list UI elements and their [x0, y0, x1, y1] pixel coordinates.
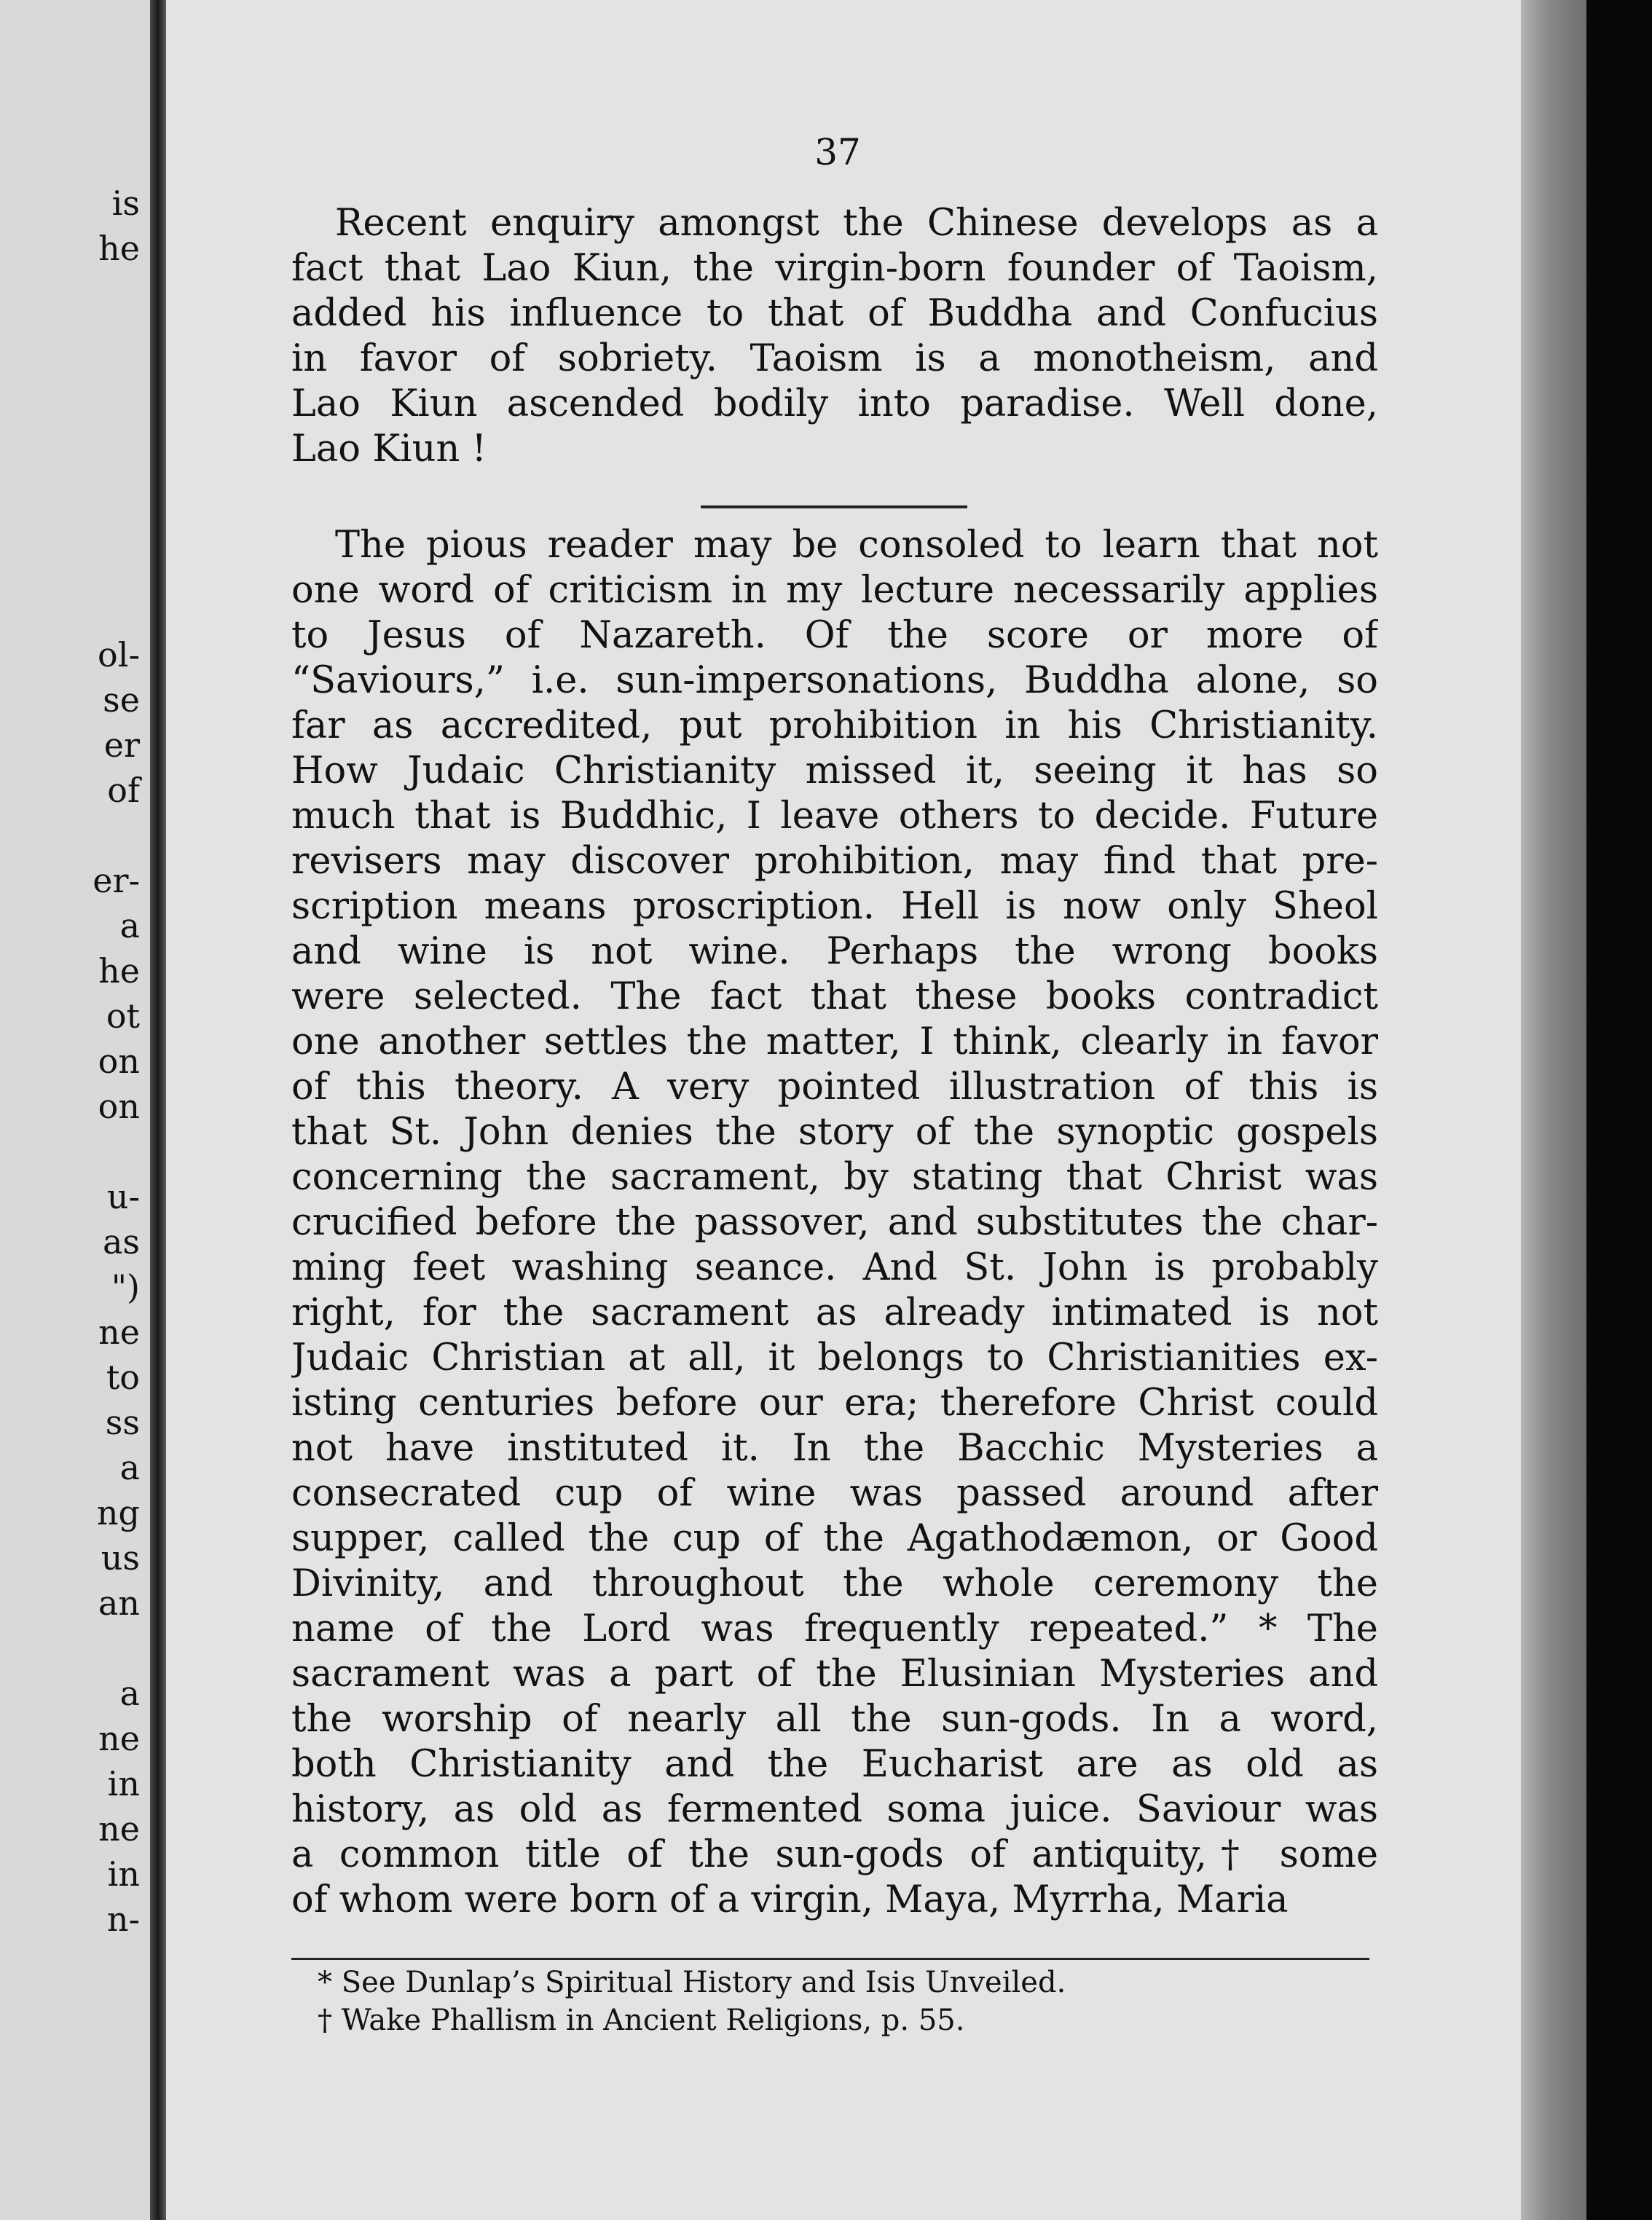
paragraph1-line: Recent enquiry amongst the Chinese develops as a — [335, 202, 1378, 245]
paragraph2-line: one word of criticism in my lecture necessarily applies — [291, 569, 1378, 612]
paragraph2-line: sacrament was a part of the Elusinian Mysteries and — [291, 1653, 1378, 1696]
paragraph2-line: right, for the sacrament as already intimated is not — [291, 1291, 1378, 1334]
paragraph2-line: Judaic Christian at all, it belongs to Christianities ex- — [291, 1337, 1378, 1379]
left-page-fragment: er — [103, 725, 140, 765]
left-facing-page — [0, 0, 150, 2220]
paragraph1-line: added his influence to that of Buddha and Confucius — [291, 292, 1378, 335]
paragraph2-line: revisers may discover prohibition, may find that pre- — [291, 840, 1378, 883]
paragraph2-line: one another settles the matter, I think, clearly in favor — [291, 1020, 1378, 1063]
left-page-fragment: ne — [98, 1719, 140, 1758]
background-edge — [1586, 0, 1652, 2220]
left-page-fragment: on — [98, 1042, 140, 1081]
paragraph2-line: and wine is not wine. Perhaps the wrong books — [291, 930, 1378, 973]
left-page-fragment: ot — [106, 996, 140, 1036]
left-page-fragment: in — [107, 1764, 140, 1803]
left-page-fragment — [0, 406, 150, 452]
footnote: * See Dunlap’s Spiritual History and Isis Unveiled. — [318, 1966, 1066, 1999]
left-page-fragment: ne — [98, 1312, 140, 1352]
left-page-fragment: he — [98, 229, 140, 268]
paragraph-lao-kiun — [291, 201, 1378, 472]
left-page-fragment: is — [111, 184, 140, 223]
page-edge — [1521, 0, 1586, 2220]
left-page-fragment: ss — [105, 1403, 140, 1442]
left-page-text-fragments — [0, 181, 150, 1942]
paragraph2-line: supper, called the cup of the Agathodæmon, or Good — [291, 1517, 1378, 1560]
left-page-fragment: on — [98, 1087, 140, 1126]
paragraph2-line: history, as old as fermented soma juice. Saviour was — [291, 1788, 1378, 1831]
paragraph-pious-reader — [291, 523, 1378, 1923]
paragraph2-line: The pious reader may be consoled to learn that not — [335, 524, 1378, 567]
footnote-rule — [291, 1958, 1369, 1960]
paragraph2-line: Divinity, and throughout the whole ceremony the — [291, 1562, 1378, 1605]
paragraph2-line: were selected. The fact that these books contradict — [291, 975, 1378, 1018]
page-number: 37 — [814, 131, 861, 173]
left-page-fragment — [0, 497, 150, 542]
left-page-fragment — [0, 452, 150, 497]
book-gutter — [150, 0, 166, 2220]
left-page-fragment — [0, 542, 150, 587]
paragraph2-line: far as accredited, put prohibition in his Christianity. — [291, 704, 1378, 747]
paragraph2-line: crucified before the passover, and substitutes the char- — [291, 1201, 1378, 1244]
left-page-fragment: a — [119, 906, 140, 945]
left-page-fragment — [0, 361, 150, 406]
paragraph1-line: fact that Lao Kiun, the virgin-born founder of Taoism, — [291, 247, 1378, 290]
paragraph1-line: in favor of sobriety. Taoism is a monotheism, and — [291, 337, 1378, 380]
paragraph2-line: ming feet washing seance. And St. John is probably — [291, 1246, 1378, 1289]
left-page-fragment: in — [107, 1854, 140, 1894]
paragraph1-line: Lao Kiun ascended bodily into paradise. Well done, — [291, 382, 1378, 425]
left-page-fragment: of — [107, 771, 140, 810]
footnotes — [318, 1964, 1366, 2039]
paragraph2-line: of whom were born of a virgin, Maya, Myrrha, Maria — [291, 1878, 1289, 1921]
paragraph1-line: Lao Kiun ! — [291, 428, 487, 471]
paragraph2-line: to Jesus of Nazareth. Of the score or more of — [291, 614, 1378, 657]
left-page-fragment: se — [103, 680, 140, 720]
paragraph2-line: of this theory. A very pointed illustration of this is — [291, 1066, 1378, 1109]
paragraph2-line: both Christianity and the Eucharist are as old as — [291, 1743, 1378, 1786]
paragraph2-line: “Saviours,” i.e. sun-impersonations, Buddha alone, so — [291, 659, 1378, 702]
paragraph2-line: much that is Buddhic, I leave others to decide. Future — [291, 795, 1378, 838]
left-page-fragment — [0, 813, 150, 858]
left-page-fragment: ol- — [98, 635, 140, 674]
paragraph2-line: name of the Lord was frequently repeated.” * The — [291, 1607, 1378, 1650]
footnote: † Wake Phallism in Ancient Religions, p. 55. — [318, 2004, 965, 2037]
paragraph2-line: How Judaic Christianity missed it, seeing it has so — [291, 749, 1378, 792]
left-page-fragment: a — [119, 1674, 140, 1713]
paragraph2-line: concerning the sacrament, by stating that Christ was — [291, 1156, 1378, 1199]
left-page-fragment — [0, 1626, 150, 1671]
left-page-fragment: as — [102, 1222, 140, 1261]
paragraph2-line: not have instituted it. In the Bacchic Mysteries a — [291, 1427, 1378, 1470]
section-divider — [701, 505, 967, 508]
left-page-fragment: er- — [93, 861, 140, 900]
left-page-fragment — [0, 1129, 150, 1174]
paragraph2-line: a common title of the sun-gods of antiquity,† some — [291, 1833, 1378, 1876]
paragraph2-line: isting centuries before our era; therefore Christ could — [291, 1382, 1378, 1425]
left-page-fragment: us — [101, 1538, 140, 1578]
left-page-fragment: a — [119, 1448, 140, 1487]
left-page-fragment: u- — [106, 1177, 140, 1216]
left-page-fragment: an — [98, 1583, 140, 1623]
left-page-fragment: n- — [106, 1900, 140, 1939]
left-page-fragment — [0, 587, 150, 632]
paragraph2-line: the worship of nearly all the sun-gods. In a word, — [291, 1698, 1378, 1741]
left-page-fragment: to — [106, 1358, 140, 1397]
left-page-fragment: ") — [111, 1267, 140, 1307]
paragraph2-line: consecrated cup of wine was passed around after — [291, 1472, 1378, 1515]
left-page-fragment — [0, 271, 150, 316]
left-page-fragment: ne — [98, 1809, 140, 1849]
left-page-fragment: ng — [96, 1493, 140, 1532]
left-page-fragment — [0, 316, 150, 361]
paragraph2-line: scription means proscription. Hell is now only Sheol — [291, 885, 1378, 928]
left-page-fragment: he — [98, 951, 140, 991]
paragraph2-line: that St. John denies the story of the synoptic gospels — [291, 1111, 1378, 1154]
